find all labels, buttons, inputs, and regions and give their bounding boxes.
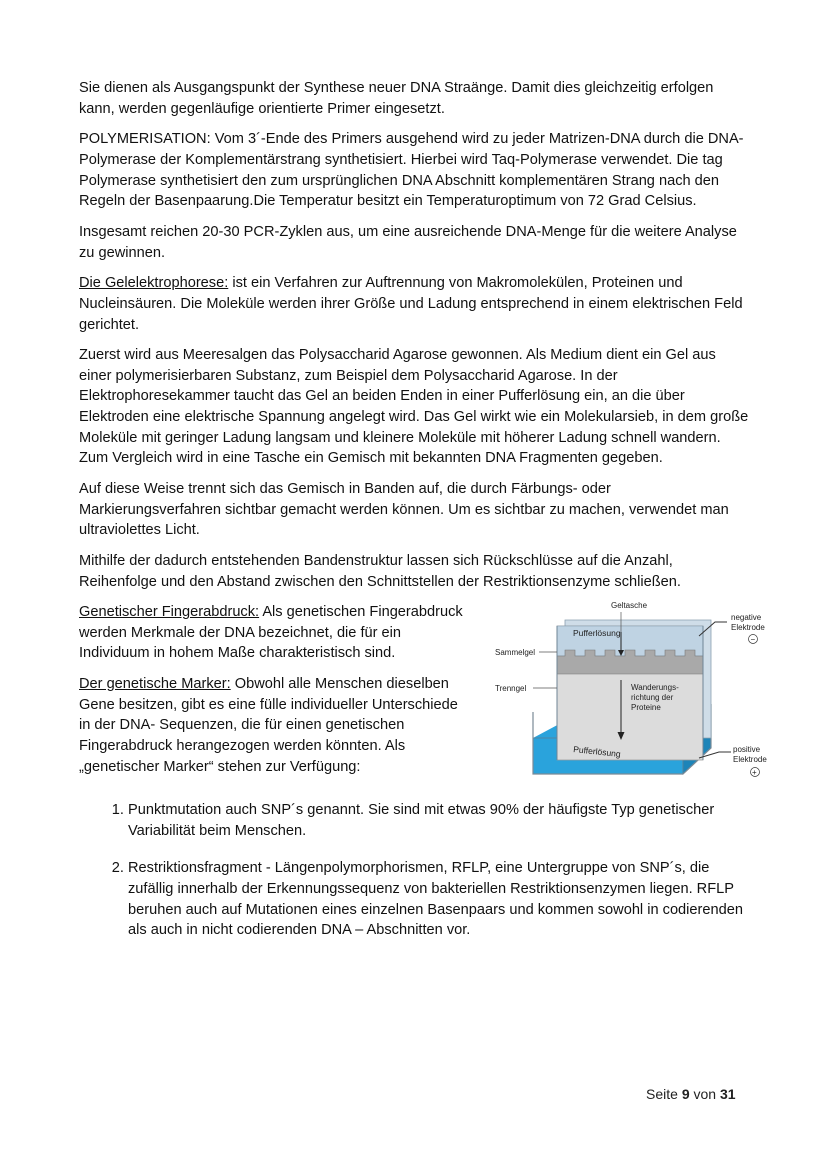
footer-von: von <box>689 1086 720 1102</box>
paragraph-primer: Sie dienen als Ausgangspunkt der Synthese neuer DNA Straänge. Damit dies gleichzeitig erfolgen kann, werden gegenläufige orientierte Primer eingesetzt. <box>79 80 714 117</box>
gelelektrophorese-text: ist ein Verfahren zur Auftrennung von Makromolekülen, Proteinen und Nucleinsäuren. Die Moleküle werden ihrer Größe und Ladung entsprechend in einem elektrischen Feld gerichtet. <box>79 275 743 333</box>
label-wanderung-2: richtung der <box>631 693 674 703</box>
document-page <box>79 78 767 941</box>
footer-total-pages: 31 <box>719 1086 736 1102</box>
label-sammelgel: Sammelgel <box>495 648 536 658</box>
marker-line-3: in der DNA- Sequenzen, die für einen genetischen <box>79 717 405 734</box>
label-pufferloesung-top: Pufferlösung <box>573 628 621 639</box>
footer-seite: Seite <box>646 1086 682 1102</box>
plus-symbol: + <box>752 768 757 778</box>
fingerprint-text-column <box>79 602 494 777</box>
label-geltasche: Geltasche <box>611 602 648 611</box>
label-negative-1: negative <box>731 613 762 623</box>
label-positive-2: Elektrode <box>733 755 767 765</box>
paragraph-polymerisation: POLYMERISATION: Vom 3´-Ende des Primers ausgehend wird zu jeder Matrizen-DNA durch die DNA-Polymerase der Komplementärstrang synthetisiert. Hierbei wird Taq-Polymerase verwendet. Die tag Polymerase synthetisiert den zum ursprünglichen DNA Abschnitt komplementären Strang nach den Regeln der Basenpaarung.Die Temperatur besitzt ein Temperaturoptimum von 72 Grad Celsius. <box>79 131 744 210</box>
marker-line-5: „genetischer Marker“ stehen zur Verfügung: <box>79 758 361 775</box>
minus-symbol: − <box>750 635 756 645</box>
gelelektrophorese-heading: Die Gelelektrophorese: <box>79 275 229 292</box>
electrophoresis-diagram <box>493 602 773 788</box>
label-wanderung-3: Proteine <box>631 703 661 713</box>
marker-list <box>79 800 751 941</box>
fingerprint-heading: Genetischer Fingerabdruck: <box>79 604 260 621</box>
label-pufferloesung-bottom: Pufferlösung <box>572 744 622 760</box>
paragraph-banden: Auf diese Weise trennt sich das Gemisch in Banden auf, die durch Färbungs- oder Markierungsverfahren sichtbar gemacht werden können. Um es sichtbar zu machen, verwendet man ultraviolettes Licht. <box>79 481 729 539</box>
paragraph-gelelektrophorese <box>79 273 751 335</box>
marker-line-1 <box>79 674 494 695</box>
fingerprint-line-2: werden Merkmale der DNA bezeichnet, die für ein <box>79 624 402 641</box>
paragraph-pcr-cycles: Insgesamt reichen 20-30 PCR-Zyklen aus, um eine ausreichende DNA-Menge für die weitere Analyse zu gewinnen. <box>79 223 737 261</box>
fingerprint-line-1-text: Als genetischen Fingerabdruck <box>259 604 463 621</box>
marker-line-2: Gene besitzen, gibt es eine fülle individueller Unterschiede <box>79 696 458 713</box>
label-wanderung-1: Wanderungs- <box>631 683 679 693</box>
fingerprint-line-1 <box>79 602 494 623</box>
label-negative-2: Elektrode <box>731 623 765 633</box>
list-item: 1. Punktmutation auch SNP´s genannt. Sie sind mit etwas 90% der häufigste Typ genetischer Variabilität beim Menschen. <box>128 800 751 841</box>
footer-page-number: 9 <box>681 1086 690 1102</box>
marker-line-1-text: Obwohl alle Menschen dieselben <box>230 676 449 693</box>
page-footer <box>646 1086 736 1102</box>
label-trenngel: Trenngel <box>495 684 527 694</box>
paragraph-agarose: Zuerst wird aus Meeresalgen das Polysaccharid Agarose gewonnen. Als Medium dient ein Gel aus einer polymerisierbaren Substanz, zum Beispiel dem Polysaccharid Agarose. In der Elektrophoresekammer taucht das Gel an beiden Enden in einer Pufferlösung ein, an die über Elektroden eine elektrische Spannung angelegt wird. Das Gel wirkt wie ein Molekularsieb, in dem große Moleküle mit geringer Ladung langsam und kleinere Moleküle mit höherer Ladung schnell wandern. Zum Vergleich wird in eine Tasche ein Gemisch mit bekannten DNA Fragmenten gegeben. <box>79 347 749 467</box>
marker-heading: Der genetische Marker: <box>79 676 231 693</box>
fingerprint-line-3: Individuum in hohem Maße charakteristisch sind. <box>79 645 396 662</box>
label-positive-1: positive <box>733 745 761 755</box>
fingerprint-section <box>79 602 767 788</box>
marker-line-4: Fingerabdruck herangezogen werden könnten. Als <box>79 737 406 754</box>
paragraph-bandenstruktur: Mithilfe der dadurch entstehenden Bandenstruktur lassen sich Rückschlüsse auf die Anzahl, Reihenfolge und den Abstand zwischen den Schnittstellen der Restriktionsenzyme schließen. <box>79 553 681 590</box>
list-item: 2. Restriktionsfragment - Längenpolymorphorismen, RFLP, eine Untergruppe von SNP´s, die zufällig innerhalb der Erkennungssequenz von bakteriellen Restriktionsenzymen liegen. RFLP beruhen auch auf Mutationen eines einzelnen Basenpaars und kommen sowohl in codierenden als auch in nicht codierenden DNA – Abschnitten vor. <box>128 858 751 940</box>
